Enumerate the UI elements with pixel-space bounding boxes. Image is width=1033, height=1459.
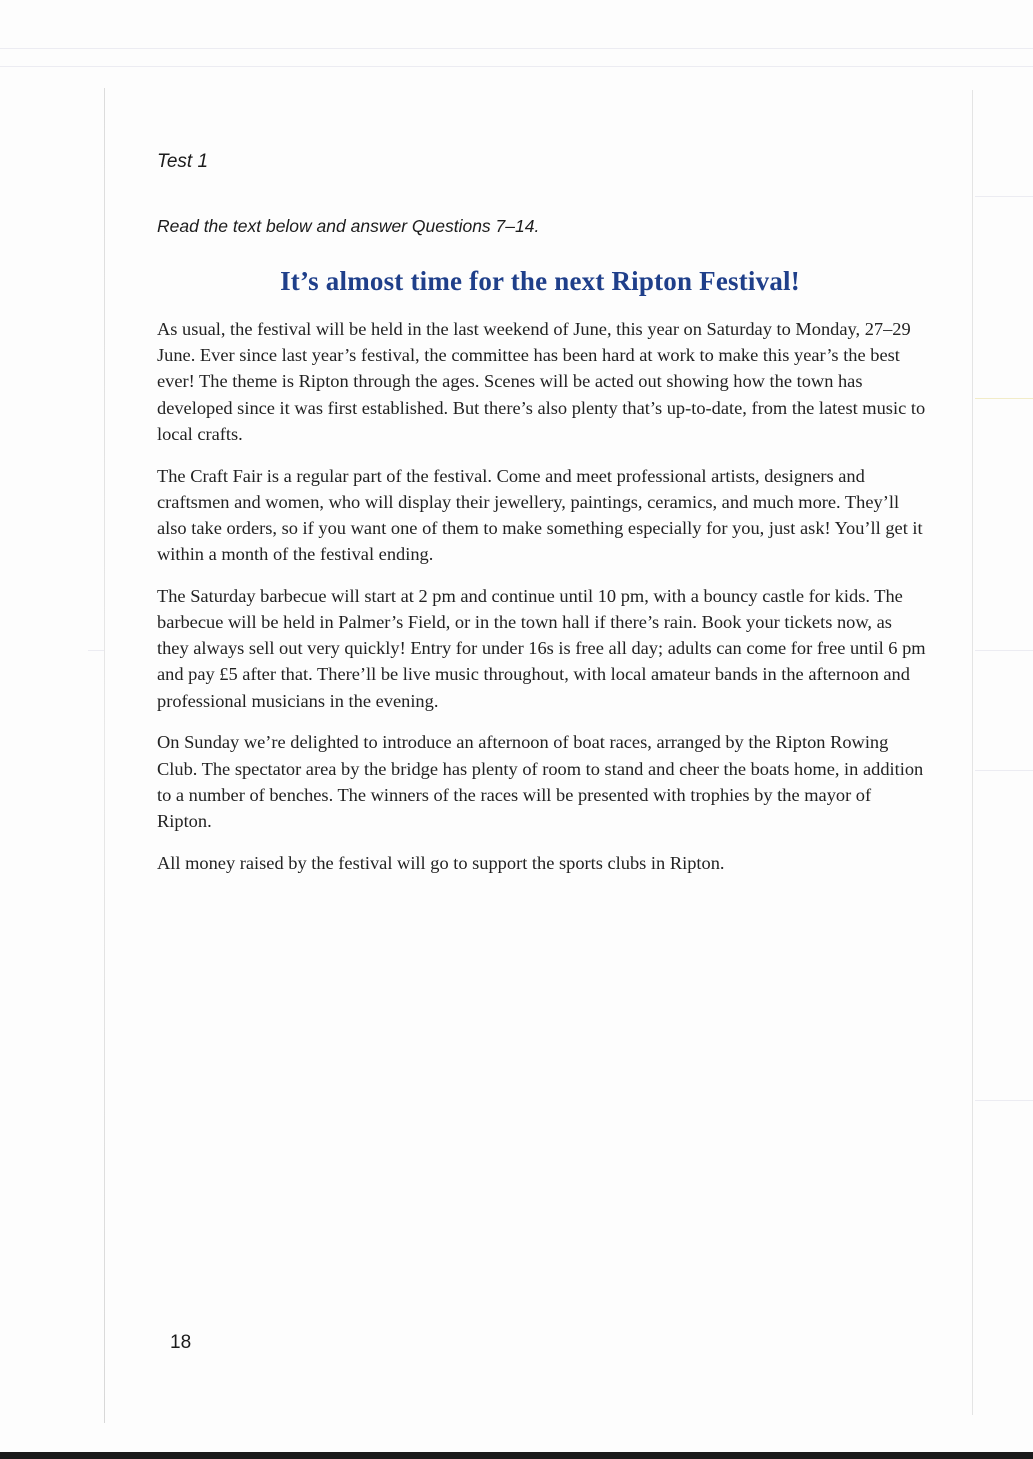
scan-artifact-line <box>975 398 1033 399</box>
scan-artifact-line <box>975 196 1033 197</box>
article-paragraph: The Craft Fair is a regular part of the festival. Come and meet professional artists, designers and craftsmen and women, who will display their jewellery, paintings, ceramics, and much more. They’ll also take orders, so if you want one of them to make something especially for you, just ask! You’ll get it within a month of the festival ending. <box>157 465 923 565</box>
scan-artifact-line <box>0 66 1033 67</box>
article-paragraph: The Saturday barbecue will start at 2 pm and continue until 10 pm, with a bouncy castle for kids. The barbecue will be held in Palmer’s Field, or in the town hall if there’s rain. Book your tickets now, as they always sell out very quickly! Entry for under 16s is free all day; adults can come for free until 6 pm and pay £5 after that. There’ll be live music throughout, with local amateur bands in the afternoon and professional musicians in the evening. <box>157 585 926 711</box>
scan-artifact-line <box>975 1100 1033 1101</box>
scan-artifact-line <box>975 650 1033 651</box>
scan-artifact-line <box>975 770 1033 771</box>
scan-artifact-line <box>0 48 1033 49</box>
test-label: Test 1 <box>157 151 209 172</box>
page-number: 18 <box>170 1332 192 1353</box>
page-edge-left <box>104 88 105 1423</box>
article-paragraph: On Sunday we’re delighted to introduce an afternoon of boat races, arranged by the Ripton Rowing Club. The spectator area by the bridge has plenty of room to stand and cheer the boats home, in addition to a number of benches. The winners of the races will be presented with trophies by the mayor of Ripton. <box>157 732 924 831</box>
article-title: It’s almost time for the next Ripton Festival! <box>280 266 800 296</box>
page-edge-right <box>972 90 973 1415</box>
scan-bottom-edge <box>0 1452 1033 1459</box>
scan-artifact-line <box>88 650 104 651</box>
article-paragraph: All money raised by the festival will go to support the sports clubs in Ripton. <box>157 852 725 873</box>
article-body <box>157 316 927 891</box>
instruction-text: Read the text below and answer Questions 7–14. <box>157 216 540 236</box>
article-paragraph: As usual, the festival will be held in the last weekend of June, this year on Saturday to Monday, 27–29 June. Ever since last year’s festival, the committee has been hard at work to make this year’s the best ever! The theme is Ripton through the ages. Scenes will be acted out showing how the town has developed since it was first established. But there’s also plenty that’s up-to-date, from the latest music to local crafts. <box>157 319 926 444</box>
